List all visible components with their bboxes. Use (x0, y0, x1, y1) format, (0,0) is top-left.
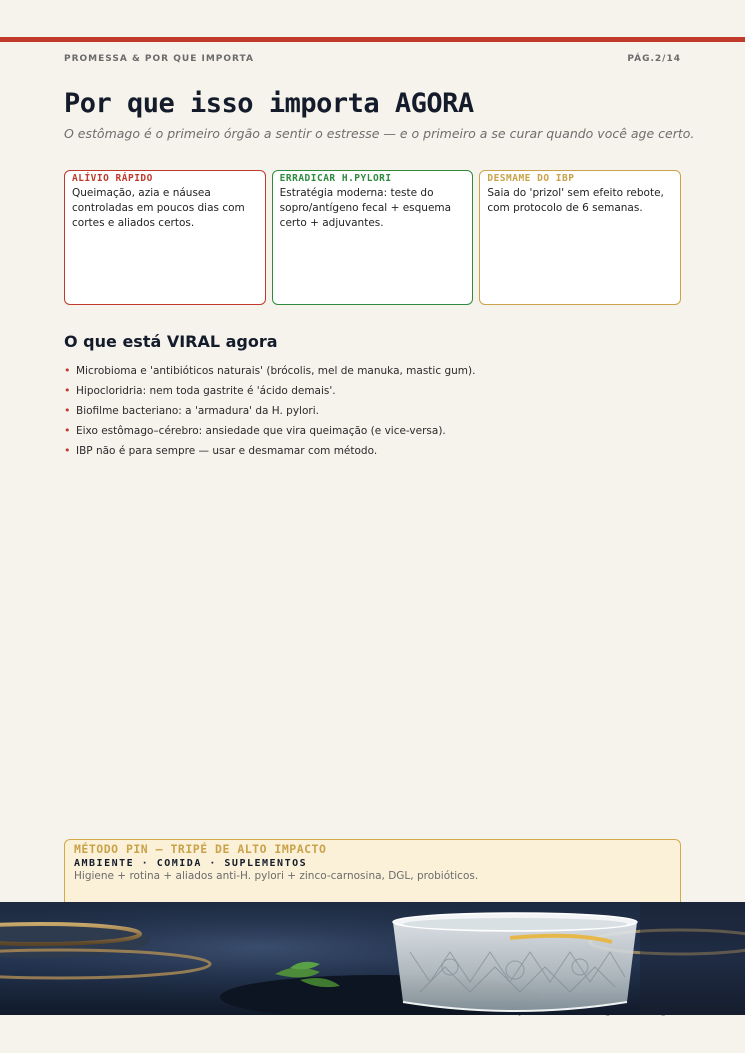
glass-photo-image (0, 902, 745, 1015)
card-text: Saia do 'prizol' sem efeito rebote, com protocolo de 6 semanas. (487, 187, 664, 214)
method-title: MÉTODO PIN — TRIPÉ DE ALTO IMPACTO (74, 842, 327, 856)
card-erradicar (272, 170, 474, 305)
list-item (64, 404, 684, 424)
list-item (64, 444, 684, 464)
list-item-text: Eixo estômago–cérebro: ansiedade que vira queimação (e vice-versa). (76, 425, 446, 437)
list-item-text: Biofilme bacteriano: a 'armadura' da H. pylori. (76, 405, 319, 417)
method-subtitle: AMBIENTE · COMIDA · SUPLEMENTOS (74, 858, 308, 869)
list-item (64, 384, 684, 404)
section-label: PROMESSA & POR QUE IMPORTA (64, 54, 254, 64)
card-title: ERRADICAR H.PYLORI (279, 173, 392, 184)
list-item-text: Hipocloridria: nem toda gastrite é 'ácido demais'. (76, 385, 336, 397)
card-desmame (479, 170, 681, 305)
benefit-cards (64, 170, 681, 305)
list-item (64, 364, 684, 384)
viral-section-title: O que está VIRAL agora (64, 332, 278, 351)
card-text: Queimação, azia e náusea controladas em poucos dias com cortes e aliados certos. (72, 187, 245, 229)
page-subtitle: O estômago é o primeiro órgão a sentir o estresse — e o primeiro a se curar quando você age certo. (64, 126, 695, 141)
bullet-icon: • (64, 384, 71, 397)
bullet-icon: • (64, 424, 71, 437)
card-text: Estratégia moderna: teste do sopro/antígeno fecal + esquema certo + adjuvantes. (279, 187, 452, 229)
card-title: ALÍVIO RÁPIDO (72, 173, 153, 184)
card-alivio (64, 170, 266, 305)
method-description: Higiene + rotina + aliados anti-H. pylori + zinco-carnosina, DGL, probióticos. (74, 870, 479, 882)
top-accent-rule (0, 37, 745, 42)
bullet-icon: • (64, 444, 71, 457)
list-item (64, 424, 684, 444)
viral-list (64, 364, 684, 464)
bullet-icon: • (64, 364, 71, 377)
bullet-icon: • (64, 404, 71, 417)
list-item-text: Microbioma e 'antibióticos naturais' (brócolis, mel de manuka, mastic gum). (76, 365, 476, 377)
card-title: DESMAME DO IBP (487, 173, 575, 184)
list-item-text: IBP não é para sempre — usar e desmamar com método. (76, 445, 378, 457)
method-callout (64, 839, 681, 909)
page-title: Por que isso importa AGORA (64, 88, 474, 119)
page-number: PÁG.2/14 (627, 54, 681, 64)
